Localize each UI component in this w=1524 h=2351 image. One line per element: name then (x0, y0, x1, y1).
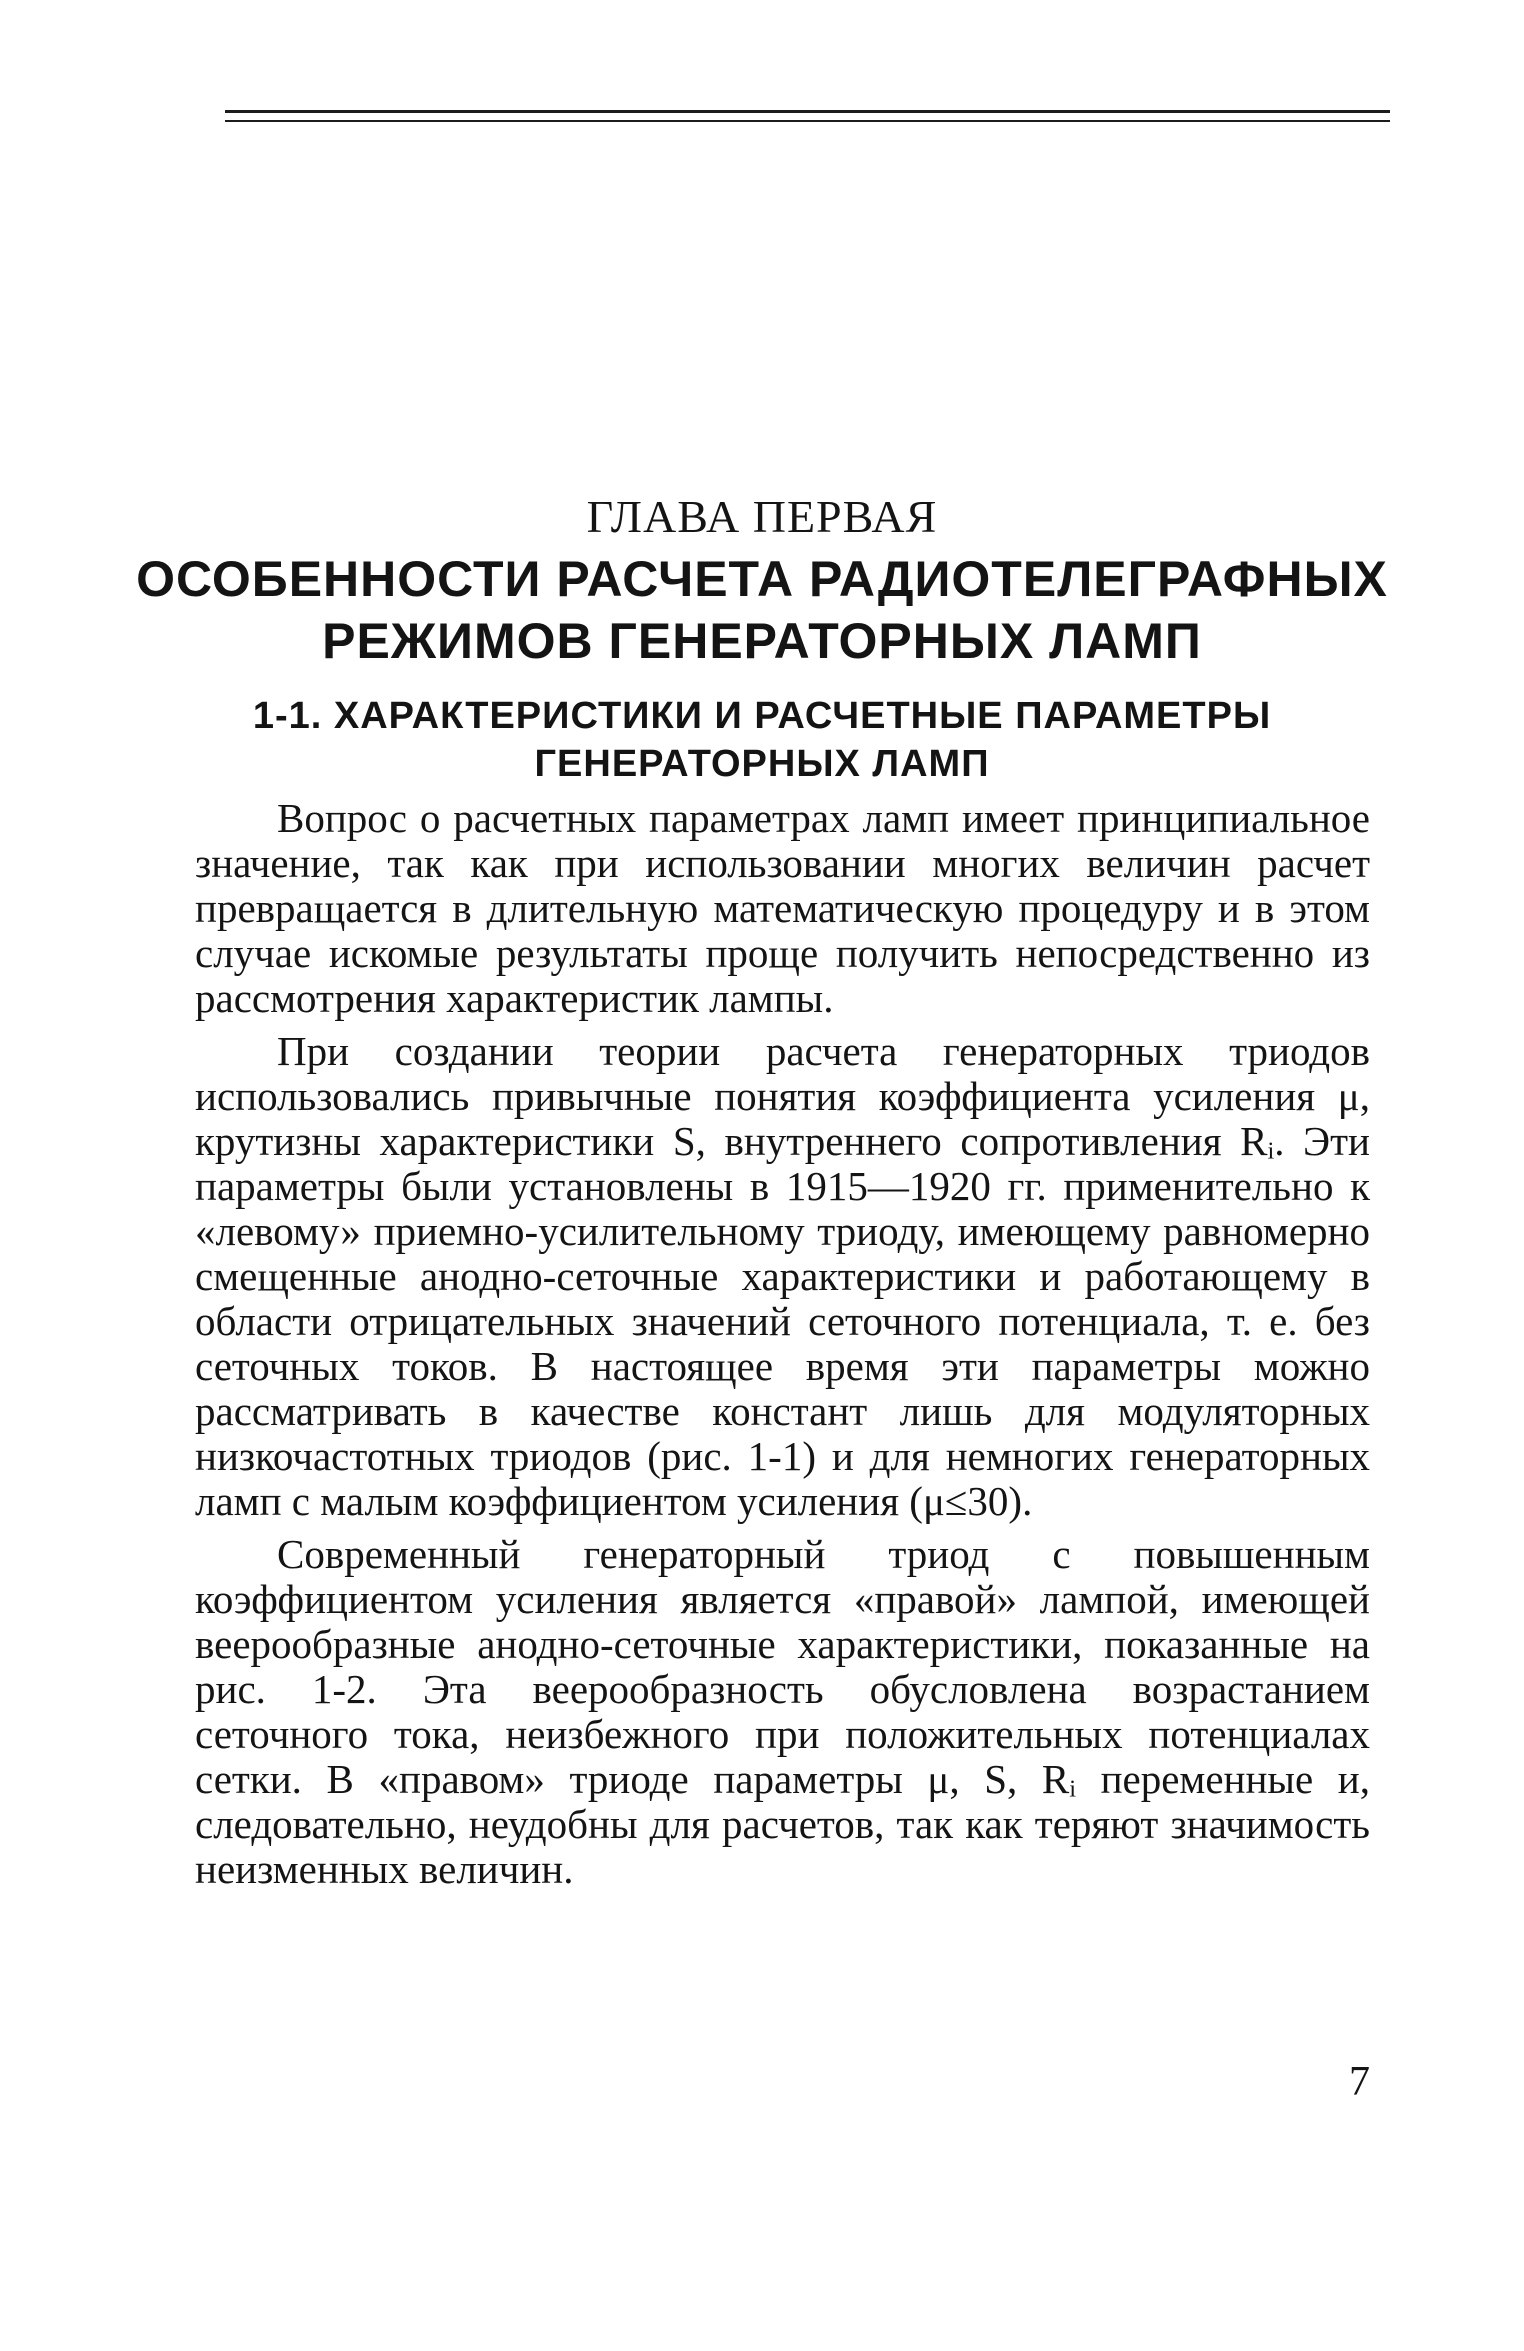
paragraph-3: Современный генераторный триод с повышенным коэффициентом усиления является «правой» лампой, имеющей веерообразные анодно-сеточные характеристики, показанные на рис. 1-2. Эта веерообразность обусловлена возрастанием сеточного тока, неизбежного при положительных потенциалах сетки. В «правом» триоде параметры μ, S, Rᵢ переменные и, следовательно, неудобны для расчетов, так как теряют значимость неизменных величин. (195, 1531, 1370, 1892)
chapter-title (0, 548, 1524, 672)
page-number: 7 (1349, 2059, 1370, 2105)
body-text (195, 796, 1370, 1900)
paragraph-2: При создании теории расчета генераторных триодов использовались привычные понятия коэффициента усиления μ, крутизны характеристики S, внутреннего сопротивления Rᵢ. Эти параметры были установлены в 1915—1920 гг. применительно к «левому» приемно-усилительному триоду, имеющему равномерно смещенные анодно-сеточные характеристики и работающему в области отрицательных значений сеточного потенциала, т. е. без сеточных токов. В настоящее время эти параметры можно рассматривать в качестве констант лишь для модуляторных низкочастотных триодов (рис. 1-1) и для немногих генераторных ламп с малым коэффициентом усиления (μ≤30). (195, 1028, 1370, 1524)
chapter-title-line-2: РЕЖИМОВ ГЕНЕРАТОРНЫХ ЛАМП (322, 613, 1202, 669)
section-title-line-2: ГЕНЕРАТОРНЫХ ЛАМП (534, 743, 990, 785)
paragraph-1: Вопрос о расчетных параметрах ламп имеет принципиальное значение, так как при использовании многих величин расчет превращается в длительную математическую процедуру и в этом случае искомые результаты проще получить непосредственно из рассмотрения характеристик лампы. (195, 795, 1370, 1021)
chapter-title-line-1: ОСОБЕННОСТИ РАСЧЕТА РАДИОТЕЛЕГРАФНЫХ (136, 551, 1388, 607)
section-title-line-1: 1-1. ХАРАКТЕРИСТИКИ И РАСЧЕТНЫЕ ПАРАМЕТРЫ (252, 695, 1272, 737)
top-rule (225, 110, 1390, 113)
section-title (0, 692, 1524, 788)
top-rule-secondary (225, 120, 1390, 122)
chapter-label: ГЛАВА ПЕРВАЯ (586, 491, 938, 542)
